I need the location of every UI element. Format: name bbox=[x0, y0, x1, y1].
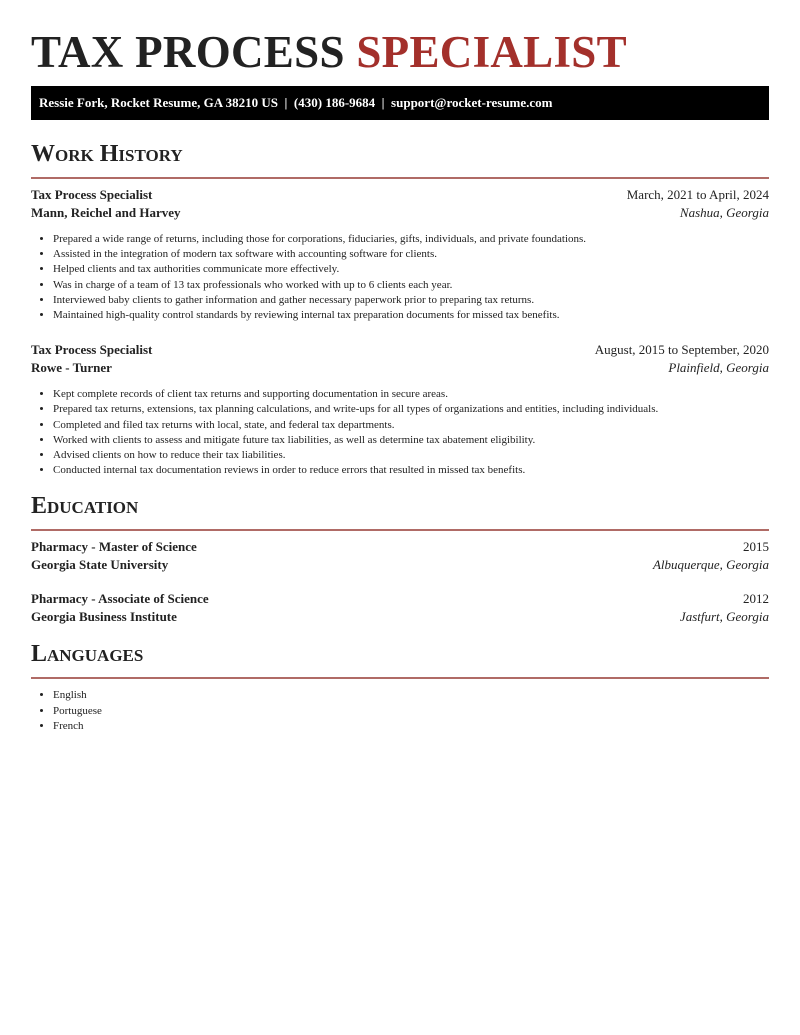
section-divider bbox=[31, 529, 769, 531]
work-entry bbox=[31, 186, 769, 323]
entry-row bbox=[31, 204, 769, 222]
separator: | bbox=[284, 95, 288, 110]
bullet-item: • Interviewed baby clients to gather information and gather necessary paperwork prior to preparing tax returns. bbox=[53, 293, 769, 308]
section-title-languages: Languages bbox=[31, 641, 144, 668]
school-location: Albuquerque, Georgia bbox=[652, 557, 769, 573]
contact-phone: (430) 186-9684 bbox=[293, 95, 376, 110]
bullet-item: • Advised clients on how to reduce their tax liabilities. bbox=[53, 448, 769, 463]
company-name: Rowe - Turner bbox=[31, 360, 112, 376]
job-location: Nashua, Georgia bbox=[679, 205, 769, 220]
degree: Pharmacy - Associate of Science bbox=[31, 591, 209, 607]
job-title: Tax Process Specialist bbox=[31, 342, 153, 358]
school-location: Jastfurt, Georgia bbox=[679, 609, 769, 625]
entry-row bbox=[31, 359, 769, 377]
graduation-year: 2012 bbox=[743, 591, 769, 607]
job-location: Plainfield, Georgia bbox=[668, 360, 769, 376]
contact-email[interactable]: support@rocket-resume.com bbox=[391, 95, 553, 110]
education-entry bbox=[31, 590, 769, 626]
job-dates: March, 2021 to April, 2024 bbox=[626, 187, 769, 202]
bullet-item: • Conducted internal tax documentation reviews in order to reduce errors that resulted in missed tax benefits. bbox=[53, 463, 769, 478]
section-divider bbox=[31, 177, 769, 179]
company-name: Mann, Reichel and Harvey bbox=[31, 205, 181, 220]
entry-row bbox=[31, 186, 769, 204]
bullet-item: • Assisted in the integration of modern tax software with accounting software for clients. bbox=[53, 247, 769, 262]
graduation-year: 2015 bbox=[743, 539, 769, 555]
work-list bbox=[31, 186, 769, 478]
education-entry bbox=[31, 538, 769, 574]
bullet-item: • Prepared tax returns, extensions, tax planning calculations, and write-ups for all types of organizations and entities, including individuals. bbox=[53, 402, 769, 417]
languages-list bbox=[31, 688, 769, 734]
bullet-item: • Maintained high-quality control standards by reviewing internal tax preparation documents for missed tax benefits. bbox=[53, 308, 769, 323]
work-entry bbox=[31, 341, 769, 478]
contact-address: Ressie Fork, Rocket Resume, GA 38210 US bbox=[39, 95, 279, 110]
school-name: Georgia Business Institute bbox=[31, 609, 177, 625]
contact-bar bbox=[31, 86, 769, 120]
section-divider bbox=[31, 677, 769, 679]
section-title-education: Education bbox=[31, 493, 139, 520]
title-main: TAX PROCESS bbox=[31, 27, 345, 77]
resume-title bbox=[31, 0, 769, 77]
school-name: Georgia State University bbox=[31, 557, 169, 573]
entry-row bbox=[31, 556, 769, 574]
bullet-item: • Prepared a wide range of returns, including those for corporations, fiduciaries, gifts, individuals, and private foundations. bbox=[53, 232, 769, 247]
section-title-work: Work History bbox=[31, 141, 183, 167]
bullet-item: • Worked with clients to assess and mitigate future tax liabilities, as well as determine tax abatement eligibility. bbox=[53, 433, 769, 448]
bullet-item: • Completed and filed tax returns with local, state, and federal tax departments. bbox=[53, 418, 769, 433]
bullet-item: • Kept complete records of client tax returns and supporting documentation in secure areas. bbox=[53, 387, 769, 402]
bullet-item: • Was in charge of a team of 13 tax professionals who worked with up to 6 clients each year. bbox=[53, 278, 769, 293]
entry-row bbox=[31, 341, 769, 359]
job-bullets bbox=[31, 387, 769, 478]
job-bullets bbox=[31, 232, 769, 323]
separator: | bbox=[381, 95, 385, 110]
entry-row bbox=[31, 590, 769, 608]
education-list bbox=[31, 538, 769, 626]
degree: Pharmacy - Master of Science bbox=[31, 539, 197, 555]
entry-row bbox=[31, 608, 769, 626]
language-item: • English bbox=[53, 688, 769, 703]
job-dates: August, 2015 to September, 2020 bbox=[594, 342, 769, 358]
title-accent: SPECIALIST bbox=[356, 27, 627, 77]
entry-row bbox=[31, 538, 769, 556]
job-title: Tax Process Specialist bbox=[31, 187, 153, 202]
language-item: • Portuguese bbox=[53, 704, 769, 719]
bullet-item: • Helped clients and tax authorities communicate more effectively. bbox=[53, 262, 769, 277]
language-item: • French bbox=[53, 719, 769, 734]
